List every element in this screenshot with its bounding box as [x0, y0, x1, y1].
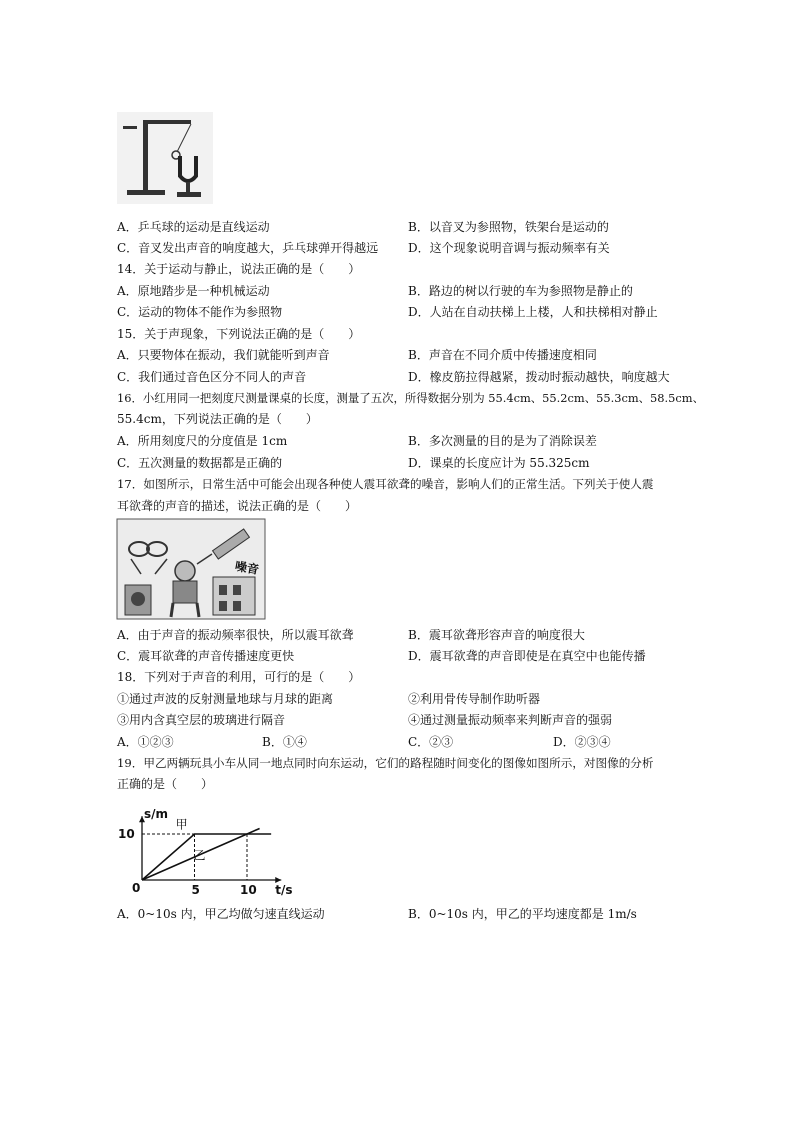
q14-option-b: B．路边的树以行驶的车为参照物是静止的 — [408, 284, 633, 298]
tuning-fork-figure — [117, 112, 213, 204]
q18-item-4: ④通过测量振动频率来判断声音的强弱 — [408, 713, 613, 727]
q17-stem-line1: 17．如图所示，日常生活中可能会出现各种使人震耳欲聋的噪音，影响人们的正常生活。下列关于使人震 — [117, 477, 654, 491]
q19-option-b: B．0~10s 内，甲乙的平均速度都是 1m/s — [408, 907, 637, 921]
q14-stem: 14．关于运动与静止，说法正确的是（ ） — [117, 262, 361, 276]
q13-option-d: D．这个现象说明音调与振动频率有关 — [408, 241, 610, 255]
x-tick-label-5: 5 — [191, 883, 200, 897]
q16-option-c: C．五次测量的数据都是正确的 — [117, 456, 283, 470]
q19-option-a: A．0~10s 内，甲乙均做匀速直线运动 — [117, 907, 325, 921]
x-tick-label-10: 10 — [240, 883, 257, 897]
noise-label: 噪音 — [233, 559, 260, 577]
y-tick-label-10: 10 — [118, 827, 135, 841]
q19-stem-line2: 正确的是（ ） — [117, 777, 214, 791]
q14-option-a: A．原地踏步是一种机械运动 — [117, 284, 270, 298]
q14-option-d: D．人站在自动扶梯上上楼，人和扶梯相对静止 — [408, 305, 658, 319]
q18-item-1: ①通过声波的反射测量地球与月球的距离 — [117, 692, 334, 706]
q17-option-c: C．震耳欲聋的声音传播速度更快 — [117, 649, 295, 663]
q16-option-b: B．多次测量的目的是为了消除误差 — [408, 434, 597, 448]
q15-option-b: B．声音在不同介质中传播速度相同 — [408, 348, 597, 362]
q16-stem-line1: 16．小红用同一把刻度尺测量课桌的长度，测量了五次，所得数据分别为 55.4cm、55.2cm、55.3cm、58.5cm、 — [117, 391, 704, 405]
q18-option-c: C．②③ — [408, 735, 454, 749]
q15-stem: 15．关于声现象，下列说法正确的是（ ） — [117, 327, 361, 341]
series-label-jia: 甲 — [175, 817, 188, 832]
q15-option-a: A．只要物体在振动，我们就能听到声音 — [117, 348, 330, 362]
q18-item-2: ②利用骨传导制作助听器 — [408, 692, 541, 706]
q16-option-d: D．课桌的长度应计为 55.325cm — [408, 456, 590, 470]
q19-stem-line1: 19．甲乙两辆玩具小车从同一地点同时向东运动，它们的路程随时间变化的图像如图所示，对图像的分析 — [117, 756, 654, 770]
series-1-extension — [247, 828, 260, 834]
q18-item-3: ③用内含真空层的玻璃进行隔音 — [117, 713, 286, 727]
q17-option-a: A．由于声音的振动频率很快，所以震耳欲聋 — [117, 628, 354, 642]
origin-tick-label: 0 — [132, 881, 141, 895]
q17-option-b: B．震耳欲聋形容声音的响度很大 — [408, 628, 585, 642]
noise-cartoon-figure — [117, 519, 265, 619]
q17-option-d: D．震耳欲聋的声音即使是在真空中也能传播 — [408, 649, 646, 663]
q18-option-d: D．②③④ — [553, 735, 611, 749]
q18-option-a: A．①②③ — [117, 735, 174, 749]
y-axis-label: s/m — [144, 807, 169, 822]
x-axis-label: t/s — [275, 883, 293, 897]
q13-option-a: A．乒乓球的运动是直线运动 — [117, 220, 270, 234]
q18-stem: 18．下列对于声音的利用，可行的是（ ） — [117, 670, 361, 684]
q16-option-a: A．所用刻度尺的分度值是 1cm — [117, 434, 288, 448]
q15-option-d: D．橡皮筋拉得越紧，拨动时振动越快，响度越大 — [408, 370, 670, 384]
q14-option-c: C．运动的物体不能作为参照物 — [117, 305, 283, 319]
series-label-yi: 乙 — [193, 848, 206, 863]
q13-option-c: C．音叉发出声音的响度越大，乒乓球弹开得越远 — [117, 241, 379, 255]
q17-stem-line2: 耳欲聋的声音的描述，说法正确的是（ ） — [117, 499, 358, 513]
q18-option-b: B．①④ — [262, 735, 307, 749]
q16-stem-line2: 55.4cm，下列说法正确的是（ ） — [117, 412, 318, 426]
q15-option-c: C．我们通过音色区分不同人的声音 — [117, 370, 307, 384]
q13-option-b: B．以音叉为参照物，铁架台是运动的 — [408, 220, 609, 234]
distance-time-chart — [112, 796, 293, 900]
